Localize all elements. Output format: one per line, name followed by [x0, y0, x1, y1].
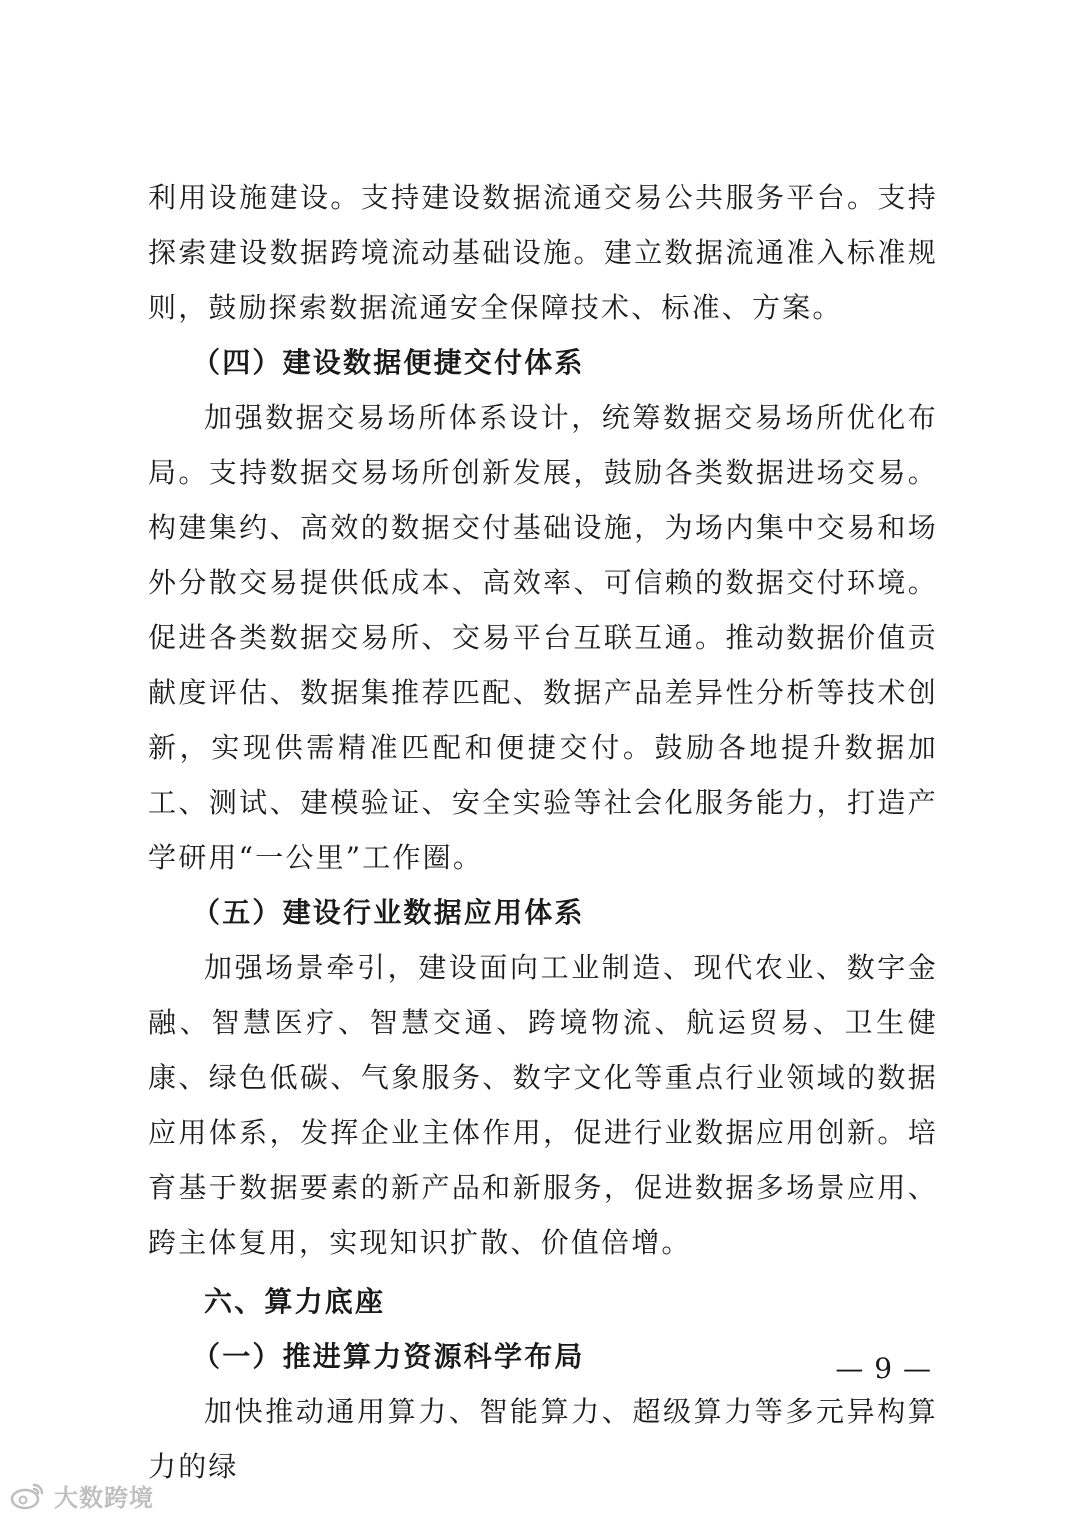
document-body	[148, 170, 938, 1494]
weibo-logo-icon	[10, 1481, 46, 1511]
paragraph-1: 利用设施建设。支持建设数据流通交易公共服务平台。支持探索建设数据跨境流动基础设施。建立数据流通准入标准规则，鼓励探索数据流通安全保障技术、标准、方案。	[148, 181, 938, 324]
paragraph-3: 加强场景牵引，建设面向工业制造、现代农业、数字金融、智慧医疗、智慧交通、跨境物流、航运贸易、卫生健康、绿色低碳、气象服务、数字文化等重点行业领域的数据应用体系，发挥企业主体作用，促进行业数据应用创新。培育基于数据要素的新产品和新服务，促进数据多场景应用、跨主体复用，实现知识扩散、价值倍增。	[148, 951, 938, 1259]
section-heading-4: （四）建设数据便捷交付体系	[192, 346, 585, 379]
chapter-heading-6: 六、算力底座	[204, 1285, 386, 1318]
section-heading-5: （五）建设行业数据应用体系	[192, 896, 585, 929]
page-number: — 9 —	[835, 1352, 932, 1385]
paragraph-2: 加强数据交易场所体系设计，统筹数据交易场所优化布局。支持数据交易场所创新发展，鼓励各类数据进场交易。构建集约、高效的数据交付基础设施，为场内集中交易和场外分散交易提供低成本、高效率、可信赖的数据交付环境。促进各类数据交易所、交易平台互联互通。推动数据价值贡献度评估、数据集推荐匹配、数据产品差异性分析等技术创新，实现供需精准匹配和便捷交付。鼓励各地提升数据加工、测试、建模验证、安全实验等社会化服务能力，打造产学研用“一公里”工作圈。	[148, 401, 938, 874]
watermark	[10, 1478, 154, 1513]
section-heading-6-1: （一）推进算力资源科学布局	[192, 1340, 585, 1373]
paragraph-4: 加快推动通用算力、智能算力、超级算力等多元异构算力的绿	[148, 1395, 938, 1483]
watermark-text: 大数跨境	[54, 1484, 154, 1512]
